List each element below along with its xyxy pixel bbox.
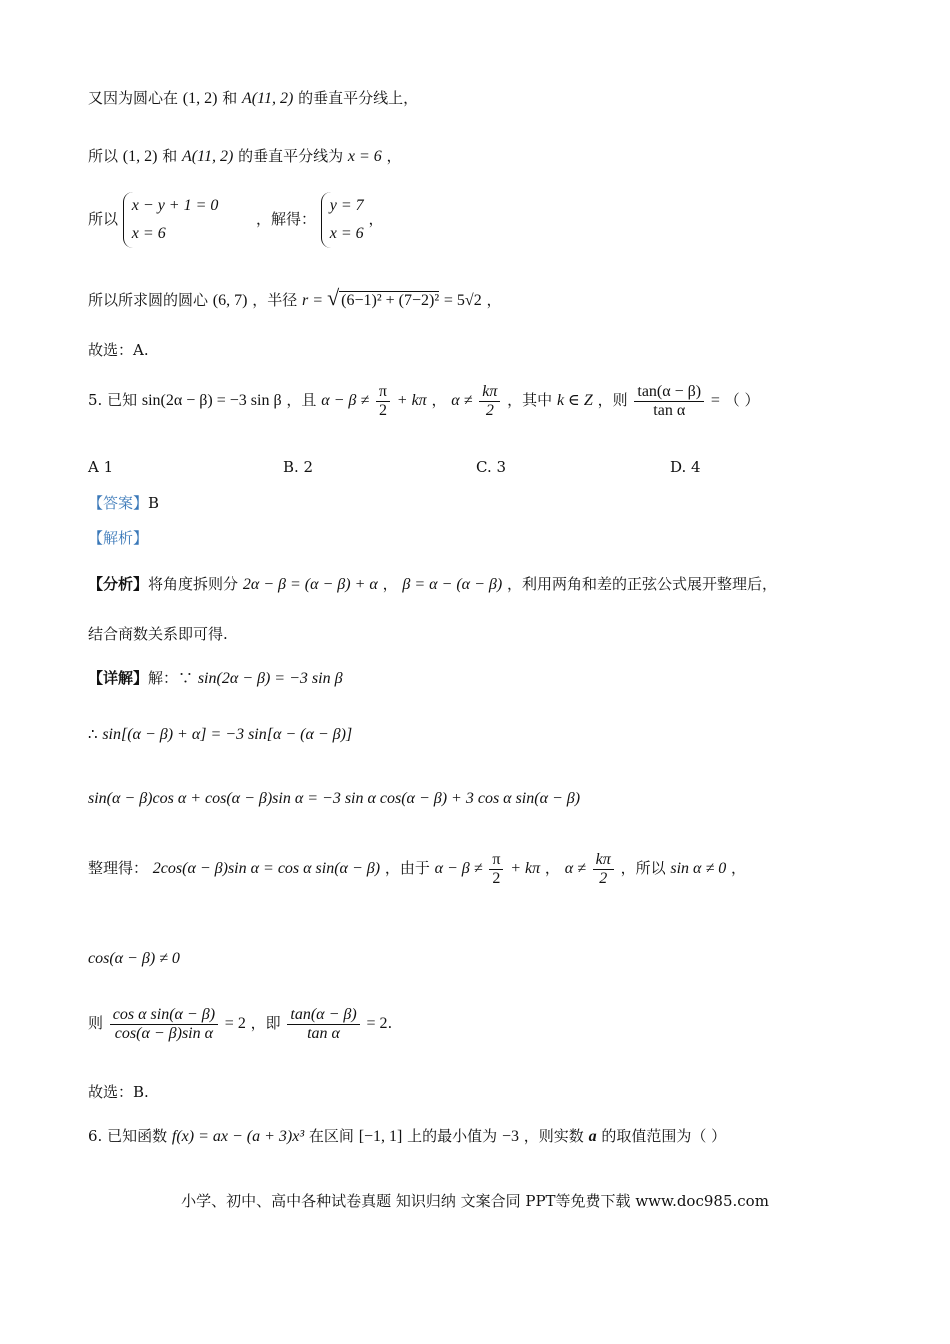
text: 和	[222, 89, 238, 107]
text: 则	[88, 1014, 104, 1032]
math: + kπ	[510, 860, 541, 877]
text: 整理得：	[88, 859, 149, 877]
question-number: 5. 已知	[88, 391, 138, 409]
text: ，所以	[620, 859, 666, 877]
math: = 5√2	[443, 292, 482, 309]
answer-label: 【答案】	[88, 494, 149, 512]
text: .	[387, 1014, 393, 1032]
math: cos(α − β) ≠ 0	[88, 950, 180, 967]
math: 2α − β = (α − β) + α	[242, 576, 378, 593]
numerator: kπ	[479, 383, 500, 402]
math: k ∈ Z	[556, 392, 593, 409]
math: (1, 2)	[122, 148, 158, 165]
numerator: π	[489, 851, 503, 870]
numerator: tan(α − β)	[287, 1006, 359, 1025]
fraction	[489, 851, 503, 888]
text: ，解得：	[255, 210, 316, 228]
text: 又因为圆心在	[88, 89, 179, 107]
text: ，则	[597, 391, 628, 409]
numerator: kπ	[593, 851, 614, 870]
text: ，	[486, 291, 502, 309]
fraction	[287, 1006, 359, 1043]
text: ，	[544, 859, 560, 877]
fraction	[110, 1006, 218, 1043]
fraction	[479, 383, 500, 420]
text: 的垂直平分线上，	[298, 89, 419, 107]
xiangjie-line-2	[88, 724, 352, 745]
xiangjie-line-1	[88, 668, 343, 689]
xiangjie-line-7	[88, 1082, 149, 1102]
text: ，则实数	[523, 1127, 584, 1145]
math: −3	[501, 1128, 519, 1145]
math: = 2	[366, 1015, 388, 1032]
radicand: (6−1)² + (7−2)²	[341, 292, 440, 309]
text: ，半径	[252, 291, 298, 309]
fenxi-line-1	[88, 574, 777, 595]
text: ，且	[286, 391, 317, 409]
math: sin(2α − β) = −3 sin β	[197, 670, 343, 687]
text: ，	[386, 147, 402, 165]
denominator: cos(α − β)sin α	[114, 1024, 214, 1042]
fraction	[634, 383, 704, 420]
analysis-label-line	[88, 528, 148, 548]
math: (1, 2)	[182, 90, 218, 107]
math: r =	[302, 292, 328, 309]
denominator: 2	[599, 869, 608, 887]
text: ，	[368, 210, 384, 228]
equation: x = 6	[329, 225, 364, 242]
page-footer: 小学、初中、高中各种试卷真题 知识归纳 文案合同 PPT等免费下载 www.doc985.com	[181, 1192, 769, 1210]
denominator: 2	[378, 401, 387, 419]
denominator: 2	[492, 869, 501, 887]
option-a: A 1	[88, 458, 114, 476]
text: ，	[382, 575, 398, 593]
therefore-symbol: ∴	[88, 725, 98, 743]
text: 的垂直平分线为	[238, 147, 344, 165]
denominator: tan α	[307, 1024, 340, 1042]
math: β = α − (α − β)	[402, 576, 503, 593]
text: 和	[162, 147, 178, 165]
fraction	[376, 383, 390, 420]
text: ，利用两角和差的正弦公式展开整理后，	[506, 575, 777, 593]
text: ，由于	[384, 859, 430, 877]
fraction	[593, 851, 614, 888]
math: sin α ≠ 0	[670, 860, 727, 877]
equation: x = 6	[131, 225, 166, 242]
math: = 2	[224, 1015, 246, 1032]
fenxi-label: 【分析】	[88, 575, 149, 593]
math: =	[710, 392, 720, 409]
question-6	[88, 1126, 726, 1147]
numerator: cos α sin(α − β)	[110, 1006, 218, 1025]
math: a	[588, 1128, 597, 1145]
text: 故选：A.	[88, 341, 149, 359]
solution-line-1	[88, 88, 418, 109]
solution-line-2	[88, 146, 402, 167]
text: 解：∵	[148, 669, 194, 687]
xiangjie-label: 【详解】	[88, 669, 149, 687]
equation-system	[123, 192, 219, 248]
fenxi-line-2	[88, 624, 228, 644]
math: α ≠	[564, 860, 586, 877]
denominator: tan α	[653, 401, 686, 419]
text: ，即	[250, 1014, 281, 1032]
math: + kπ	[396, 392, 427, 409]
math: [−1, 1]	[358, 1128, 403, 1145]
text: （ ）	[724, 391, 760, 409]
solution-line-3	[88, 192, 383, 248]
math: A(11, 2)	[242, 90, 294, 107]
math: α − β ≠	[321, 392, 370, 409]
math: sin(α − β)cos α + cos(α − β)sin α = −3 sin α cos(α − β) + 3 cos α sin(α − β)	[88, 790, 581, 807]
numerator: π	[376, 383, 390, 402]
math: sin(2α − β) = −3 sin β	[141, 392, 282, 409]
text: 将角度拆则分	[148, 575, 239, 593]
equation: y = 7	[329, 197, 364, 214]
numerator: tan(α − β)	[634, 383, 704, 402]
text: ，	[731, 859, 747, 877]
text: ，	[431, 391, 447, 409]
solution-line-4: 所以所求圆的圆心 (6, 7) ，半径 r = √ (6−1)² + (7−2)² = 5√2 ，	[88, 285, 502, 310]
math: (6, 7)	[212, 292, 248, 309]
text: 上的最小值为	[407, 1127, 498, 1145]
math: α − β ≠	[434, 860, 483, 877]
text: 所以	[88, 210, 119, 228]
math: x = 6	[347, 148, 382, 165]
denominator: 2	[485, 401, 494, 419]
text: 结合商数关系即可得.	[88, 625, 228, 643]
math: 2cos(α − β)sin α = cos α sin(α − β)	[152, 860, 381, 877]
text: 在区间	[308, 1127, 354, 1145]
text: 所以所求圆的圆心	[88, 291, 209, 309]
answer-line	[88, 493, 159, 513]
solution-line-5	[88, 340, 149, 360]
math: A(11, 2)	[182, 148, 234, 165]
solution-system	[321, 192, 364, 248]
math: sin[(α − β) + α] = −3 sin[α − (α − β)]	[102, 726, 353, 743]
answer-value: B	[148, 494, 160, 512]
equation: x − y + 1 = 0	[131, 197, 219, 214]
xiangjie-line-4	[88, 846, 746, 891]
text: 的取值范围为（ ）	[601, 1127, 727, 1145]
text: ，其中	[507, 391, 553, 409]
xiangjie-line-6	[88, 998, 392, 1049]
option-c: C. 3	[476, 458, 507, 476]
question-number: 6. 已知函数	[88, 1127, 168, 1145]
text: 故选：B.	[88, 1083, 149, 1101]
option-b: B. 2	[283, 458, 314, 476]
xiangjie-line-3	[88, 788, 580, 809]
math: α ≠	[451, 392, 473, 409]
analysis-label: 【解析】	[88, 529, 149, 547]
math: f(x) = ax − (a + 3)x³	[171, 1128, 305, 1145]
option-d: D. 4	[670, 458, 701, 476]
text: 所以	[88, 147, 119, 165]
xiangjie-line-5	[88, 948, 180, 969]
question-5	[88, 378, 760, 423]
